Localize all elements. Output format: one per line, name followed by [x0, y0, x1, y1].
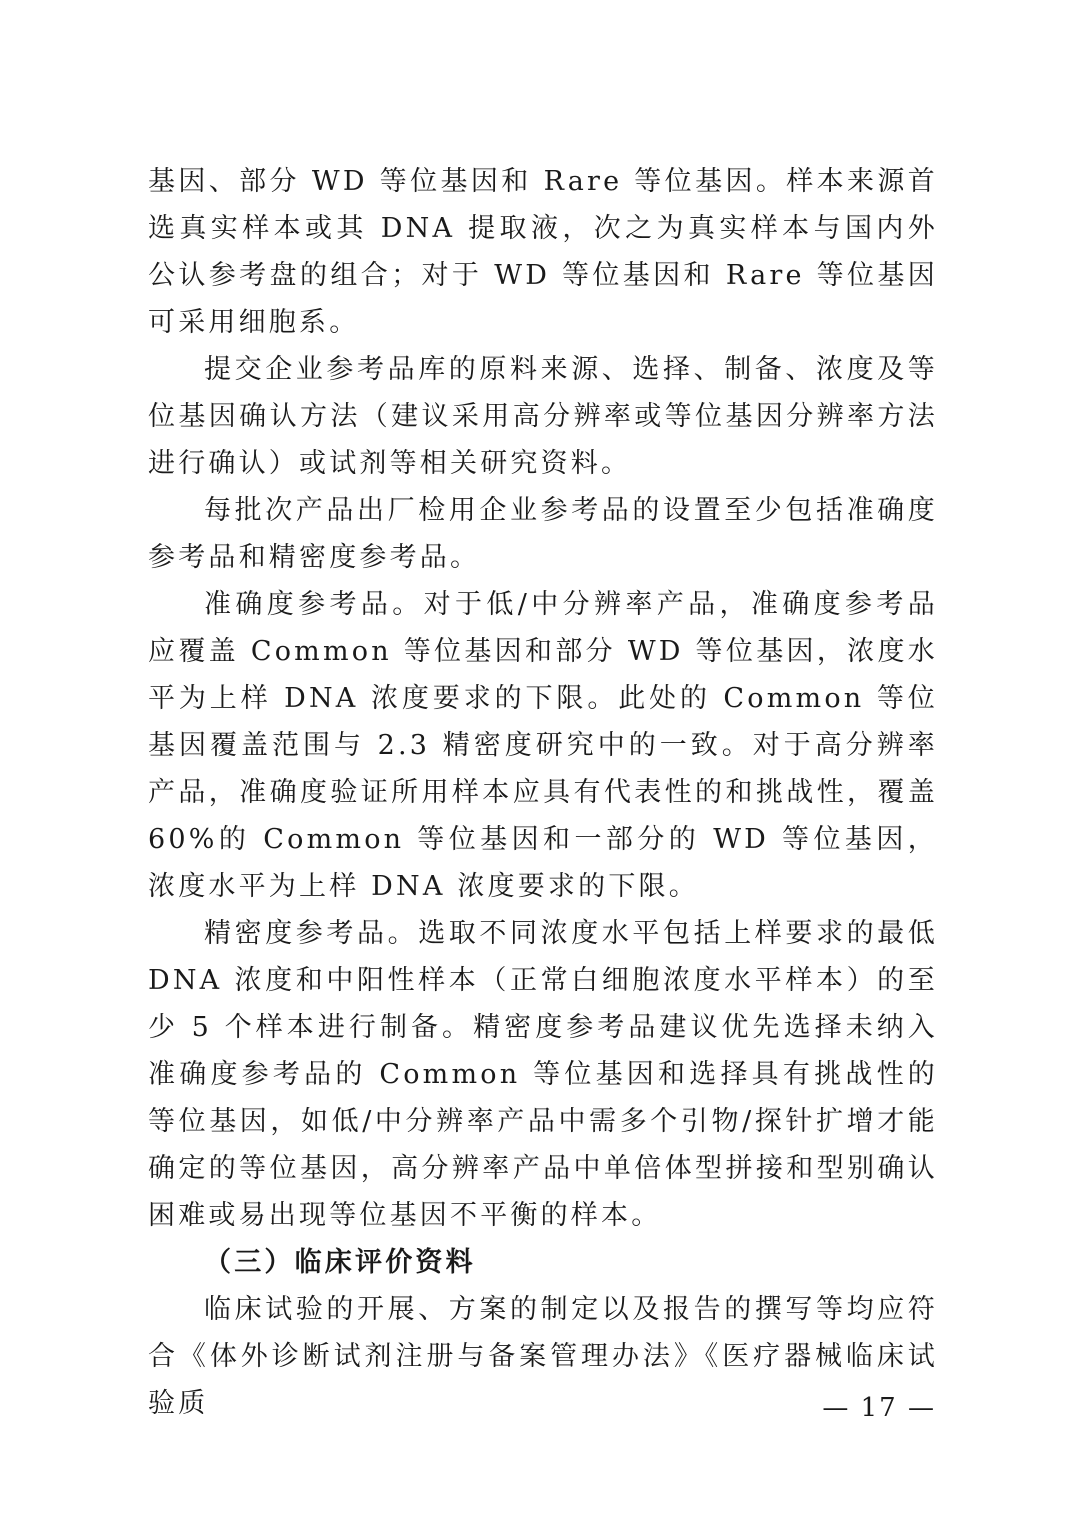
page-number: — 17 — — [822, 1393, 936, 1423]
paragraph-clinical-trial: 临床试验的开展、方案的制定以及报告的撰写等均应符合《体外诊断试剂注册与备案管理办法》《医疗器械临床试验质 — [148, 1294, 938, 1419]
paragraph-batch-reference: 每批次产品出厂检用企业参考品的设置至少包括准确度参考品和精密度参考品。 — [148, 495, 938, 573]
paragraph-reference-library: 提交企业参考品库的原料来源、选择、制备、浓度及等位基因确认方法（建议采用高分辨率或等位基因分辨率方法进行确认）或试剂等相关研究资料。 — [148, 354, 938, 479]
section-heading-clinical-evaluation: （三）临床评价资料 — [204, 1247, 476, 1278]
paragraph-continuation: 基因、部分 WD 等位基因和 Rare 等位基因。样本来源首选真实样本或其 DNA 提取液，次之为真实样本与国内外公认参考盘的组合；对于 WD 等位基因和 Rare 等位基因可采用细胞系。 — [148, 166, 938, 338]
paragraph-precision-reference: 精密度参考品。选取不同浓度水平包括上样要求的最低 DNA 浓度和中阳性样本（正常白细胞浓度水平样本）的至少 5 个样本进行制备。精密度参考品建议优先选择未纳入准确度参考品的 Common 等位基因和选择具有挑战性的等位基因，如低/中分辨率产品中需多个引物/探针扩增才能确定的等位基因，高分辨率产品中单倍体型拼接和型别确认困难或易出现等位基因不平衡的样本。 — [148, 918, 938, 1231]
paragraph-accuracy-reference: 准确度参考品。对于低/中分辨率产品，准确度参考品应覆盖 Common 等位基因和部分 WD 等位基因，浓度水平为上样 DNA 浓度要求的下限。此处的 Common 等位基因覆盖范围与 2.3 精密度研究中的一致。对于高分辨率产品，准确度验证所用样本应具有代表性的和挑战性，覆盖 60%的 Common 等位基因和一部分的 WD 等位基因，浓度水平为上样 DNA 浓度要求的下限。 — [148, 589, 938, 902]
body-text — [148, 158, 938, 1427]
